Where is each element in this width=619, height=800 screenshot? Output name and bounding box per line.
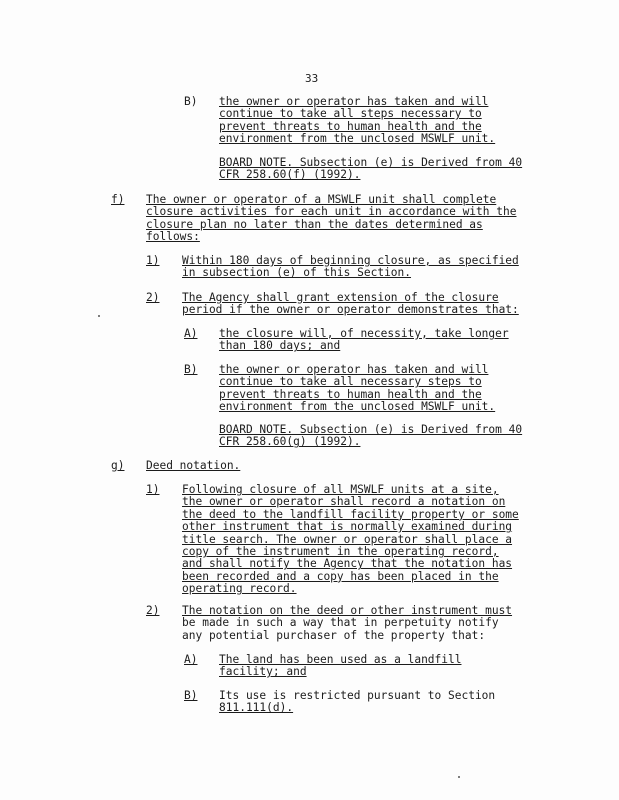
item-marker: 2) <box>146 291 160 304</box>
page-number: 33 <box>305 72 319 85</box>
item-text: The notation on the deed or other instrument must be made in such a way that in perpetuity notify any potential purchaser of the property that: <box>182 604 513 642</box>
item-marker: 1) <box>146 483 160 496</box>
item-marker: A) <box>184 327 198 340</box>
item-text: Following closure of all MSWLF units at a site, the owner or operator shall record a notation on the deed to the landfill facility property or some other instrument that is normally examined during title search. The owner or operator shall place a copy of the instrument in the operating record, and shall notify the Agency that the notation has been recorded and a copy has been placed in the operating record. <box>182 483 519 596</box>
board-note: BOARD NOTE. Subsection (e) is Derived from 40 CFR 258.60(g) (1992). <box>219 423 523 449</box>
scan-speck <box>458 776 460 778</box>
item-marker: A) <box>184 653 198 666</box>
item-text: Its use is restricted pursuant to Section 811.111(d). <box>219 689 496 715</box>
item-marker: 2) <box>146 604 160 617</box>
subsection-marker: f) <box>111 193 125 206</box>
item-text: The land has been used as a landfill facility; and <box>219 653 462 679</box>
item-marker: B) <box>184 95 198 108</box>
item-text: Within 180 days of beginning closure, as specified in subsection (e) of this Section. <box>182 254 519 280</box>
item-marker: B) <box>184 689 198 702</box>
subsection-marker: g) <box>111 459 125 472</box>
item-marker: 1) <box>146 254 160 267</box>
subsection-text: The owner or operator of a MSWLF unit shall complete closure activities for each unit in accordance with the closure plan no later than the dates determined as follows: <box>146 193 517 244</box>
board-note: BOARD NOTE. Subsection (e) is Derived from 40 CFR 258.60(f) (1992). <box>219 156 523 182</box>
item-text: The Agency shall grant extension of the closure period if the owner or operator demonstrates that: <box>182 291 519 317</box>
item-marker: B) <box>184 363 198 376</box>
item-text: the owner or operator has taken and will continue to take all necessary steps to prevent threats to human health and the environment from the unclosed MSWLF unit. <box>219 363 496 414</box>
scan-speck <box>98 315 100 317</box>
item-text: the closure will, of necessity, take longer than 180 days; and <box>219 327 509 353</box>
subsection-title: Deed notation. <box>146 459 241 472</box>
item-text: the owner or operator has taken and will continue to take all steps necessary to prevent threats to human health and the environment from the unclosed MSWLF unit. <box>219 95 496 146</box>
